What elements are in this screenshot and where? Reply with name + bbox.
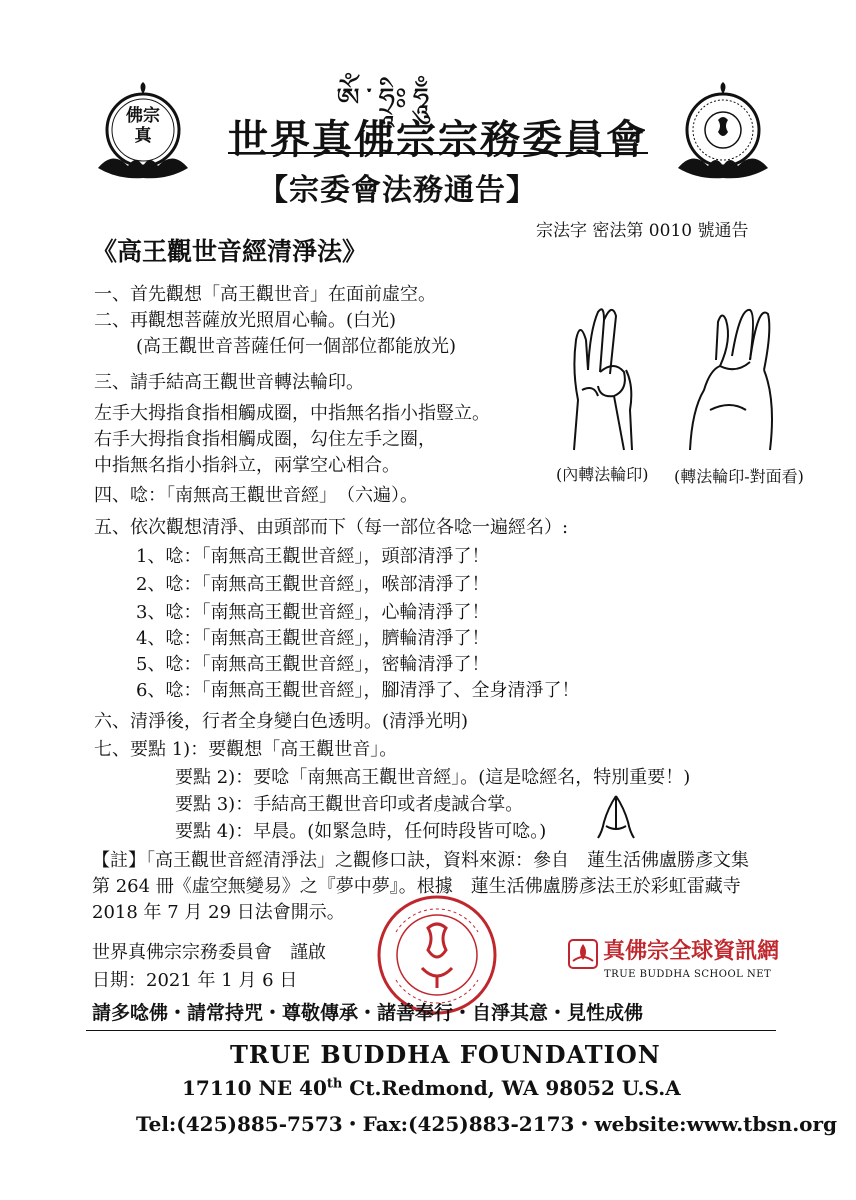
sub-step-6: 6、唸：「南無高王觀世音經」，腳清淨了、全身清淨了！ [136,680,580,701]
organization-title: 世界真佛宗宗務委員會 [228,116,648,163]
tibetan-syllables: ཨོཾ་ཧྲཱིཿཧཱུྃ [336,82,436,117]
key-point-4: 要點 4)：早晨。(如緊急時，任何時段皆可唸。) [175,821,547,842]
praying-hands-icon [594,792,638,846]
address-city: Ct.Redmond, WA 98052 U.S.A [342,1076,681,1100]
step-2: 二、再觀想菩薩放光照眉心輪。(白光) [94,310,397,331]
note-line-2: 第 264 冊《虛空無變易》之『夢中夢』。根據 蓮生活佛盧勝彥法王於彩虹雷藏寺 [92,876,741,897]
footer-divider [86,1030,776,1031]
step-5: 五、依次觀想清淨、由頭部而下（每一部位各唸一遍經名）: [94,517,569,538]
left-seal-text: 佛宗真 [126,106,160,146]
true-buddha-school-net-logo [568,934,779,980]
foundation-name: TRUE BUDDHA FOUNDATION [230,1040,661,1069]
step-3-detail-3: 中指無名指小指斜立，兩掌空心相合。 [94,455,400,476]
inner-dharma-wheel-mudra-illustration [554,300,654,459]
step-3: 三、請手結高王觀世音轉法輪印。 [94,372,364,393]
right-lotus-seal [668,80,778,190]
key-point-1: 七、要點 1)：要觀想「高王觀世音」。 [94,739,398,760]
title-underline [228,152,648,154]
note-line-3: 2018 年 7 月 29 日法會開示。 [92,902,345,923]
signature-org: 世界真佛宗宗務委員會 謹啟 [92,942,326,963]
sub-step-1: 1、唸：「南無高王觀世音經」，頭部清淨了！ [136,546,490,567]
key-point-3: 要點 3)：手結高王觀世音印或者虔誠合掌。 [175,794,524,815]
document-title: 《高王觀世音經清淨法》 [92,237,368,266]
sub-step-3: 3、唸：「南無高王觀世音經」，心輪清淨了！ [136,602,490,623]
sub-step-2: 2、唸：「南無高王觀世音經」，喉部清淨了！ [136,574,490,595]
step-4: 四、唸：「南無高王觀世音經」 （六遍）。 [94,485,418,506]
net-logo-sub-text: TRUE BUDDHA SCHOOL NET [604,968,772,980]
notice-title: 【宗委會法務通告】 [258,173,537,208]
step-3-detail-2: 右手大拇指食指相觸成圈，勾住左手之圈， [94,429,436,450]
net-logo-main-text: 真佛宗全球資訊網 [603,938,780,964]
note-line-1: 【註】「高王觀世音經清淨法」之觀修口訣，資料來源：參自 蓮生活佛盧勝彥文集 [92,850,749,871]
right-mudra-caption: (轉法輪印-對面看) [674,467,804,486]
address-ordinal-suffix: th [326,1076,343,1092]
foundation-address [182,1076,681,1100]
notice-reference-number: 宗法字 密法第 0010 號通告 [536,221,749,241]
step-3-detail-1: 左手大拇指食指相觸成圈，中指無名指小指豎立。 [94,403,490,424]
key-point-2: 要點 2)：要唸「南無高王觀世音經」。(這是唸經名，特別重要！) [175,767,691,788]
left-mudra-caption: (內轉法輪印) [556,465,649,484]
address-street-number: 17110 NE 40 [182,1076,327,1100]
motto: 請多唸佛・請常持咒・尊敬傳承・諸善奉行・自淨其意・見性成佛 [92,1002,644,1024]
signature-date: 日期：2021 年 1 月 6 日 [92,970,298,991]
lotus-logo-icon [568,939,598,969]
step-6: 六、清淨後，行者全身變白色透明。(清淨光明) [94,711,469,732]
sub-step-5: 5、唸：「南無高王觀世音經」，密輪清淨了！ [136,654,490,675]
left-lotus-seal [88,80,198,190]
sub-step-4: 4、唸：「南無高王觀世音經」，臍輪清淨了！ [136,628,490,649]
step-1: 一、首先觀想「高王觀世音」在面前虛空。 [94,284,436,305]
foundation-contact: Tel:(425)885-7573・Fax:(425)883-2173・website:www.tbsn.org [136,1112,838,1136]
step-2-note: (高王觀世音菩薩任何一個部位都能放光) [136,336,457,357]
dharma-wheel-mudra-facing-illustration [680,300,780,459]
